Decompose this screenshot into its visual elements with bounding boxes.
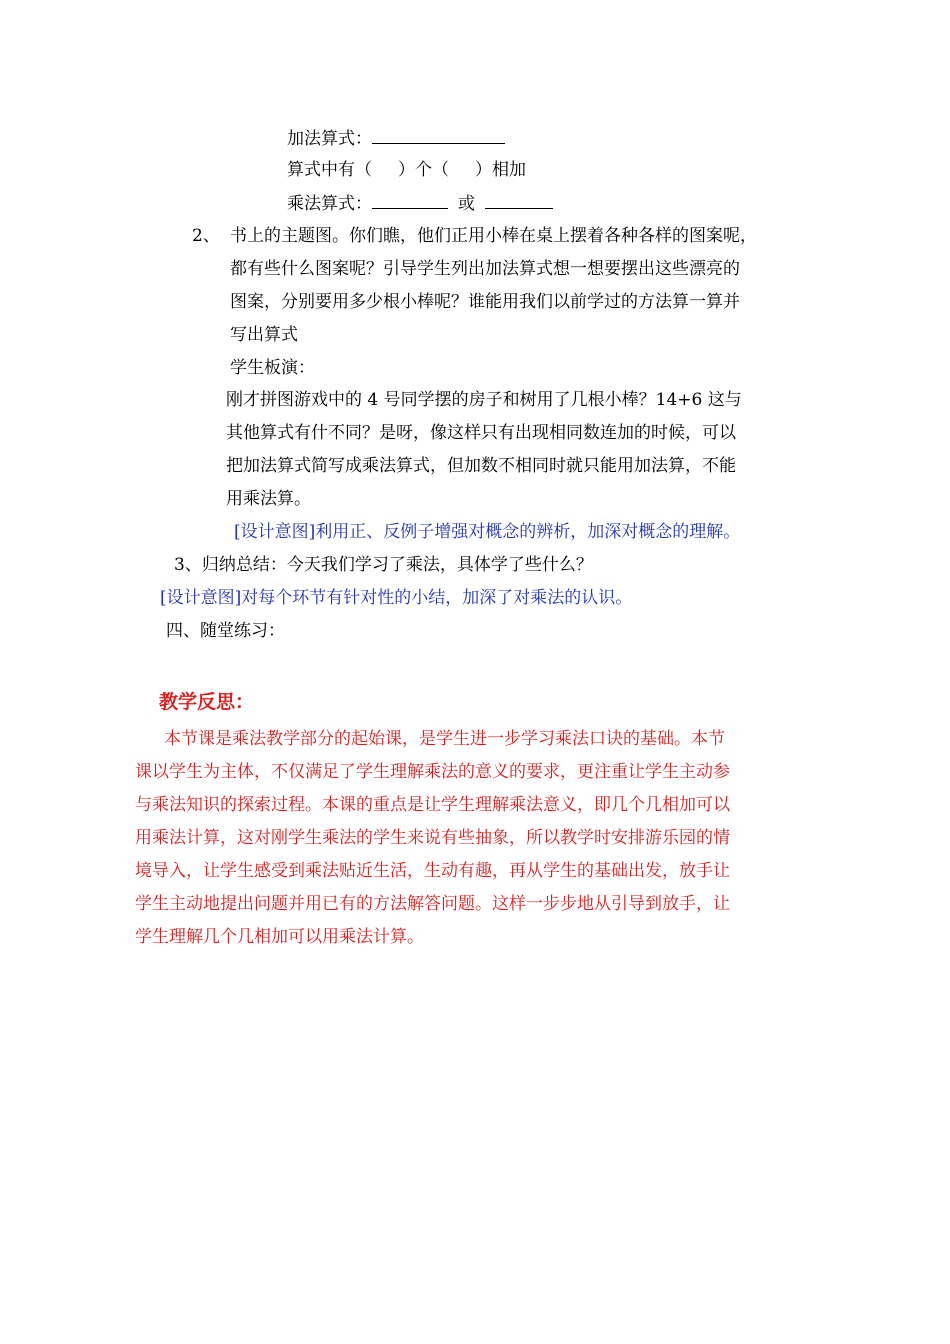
item2-line-1: 书上的主题图。你们瞧，他们正用小棒在桌上摆着各种各样的图案呢， [230, 226, 757, 246]
item2-para-line-2: 其他算式有什不同？是呀，像这样只有出现相同数连加的时候，可以 [226, 423, 736, 443]
reflection-line-2: 课以学生为主体，不仅满足了学生理解乘法的意义的要求，更注重让学生主动参 [135, 762, 730, 782]
reflection-line-5: 境导入，让学生感受到乘法贴近生活，生动有趣，再从学生的基础出发，放手让 [135, 861, 730, 881]
addend-count-line [287, 158, 526, 182]
addition-formula-blank [372, 126, 505, 144]
reflection-line-3: 与乘法知识的探索过程。本课的重点是让学生理解乘法意义，即几个几相加可以 [135, 795, 730, 815]
design-intent-1: [设计意图]利用正、反例子增强对概念的辨析，加深对概念的理解。 [234, 522, 741, 542]
reflection-line-6: 学生主动地提出问题并用已有的方法解答问题。这样一步步地从引导到放手，让 [135, 894, 730, 914]
reflection-line-4: 用乘法计算，这对刚学生乘法的学生来说有些抽象，所以教学时安排游乐园的情 [135, 828, 730, 848]
reflection-line-7: 学生理解几个几相加可以用乘法计算。 [135, 927, 424, 947]
addition-formula-label: 加法算式： [287, 129, 372, 149]
item2-line-4: 写出算式 [230, 325, 298, 345]
item3-text: 3、归纳总结：今天我们学习了乘法，具体学了些什么？ [174, 555, 593, 575]
item2-number: 2、 [192, 226, 220, 246]
multiplication-blank-2 [485, 191, 553, 209]
item2-para-line-4: 用乘法算。 [226, 489, 311, 509]
addend-count-part1: 算式中有（ [287, 160, 372, 180]
item2-para-line-1: 刚才拼图游戏中的 4 号同学摆的房子和树用了几根小棒？14+6 这与 [226, 390, 742, 410]
section4-heading: 四、随堂练习： [166, 621, 285, 641]
addend-count-part3: ）相加 [475, 160, 526, 180]
item2-line-3: 图案，分别要用多少根小棒呢？谁能用我们以前学过的方法算一算并 [230, 292, 740, 312]
addition-formula-line [287, 126, 505, 151]
board-label: 学生板演： [230, 358, 315, 378]
item2-line-2: 都有些什么图案呢？引导学生列出加法算式想一想要摆出这些漂亮的 [230, 259, 740, 279]
multiplication-blank-1 [372, 191, 448, 209]
reflection-line-1: 本节课是乘法教学部分的起始课，是学生进一步学习乘法口诀的基础。本节 [164, 729, 725, 749]
multiplication-formula-line [287, 191, 553, 216]
design-intent-2: [设计意图]对每个环节有针对性的小结，加深了对乘法的认识。 [160, 588, 633, 608]
item2-para-line-3: 把加法算式简写成乘法算式，但加数不相同时就只能用加法算，不能 [226, 456, 736, 476]
reflection-heading: 教学反思： [159, 691, 255, 713]
multiplication-formula-label: 乘法算式： [287, 194, 372, 214]
or-text: 或 [458, 194, 475, 214]
addend-count-part2: ）个（ [398, 160, 449, 180]
